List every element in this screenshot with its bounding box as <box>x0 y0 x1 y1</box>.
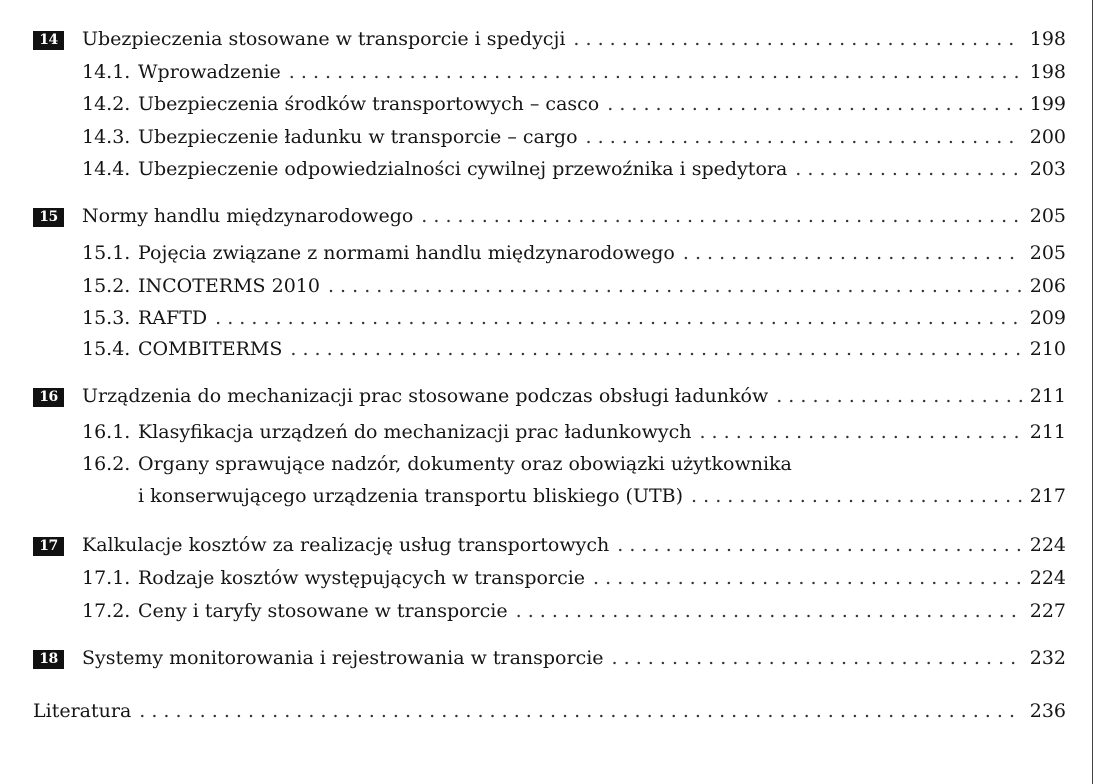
page-number: 211 <box>1029 385 1066 407</box>
entry-title: Kalkulacje kosztów za realizację usług transportowych <box>82 534 610 556</box>
entry-title: RAFTD <box>138 307 208 329</box>
dot-leader <box>683 242 1022 264</box>
toc-entry <box>0 307 1066 335</box>
page-number: 203 <box>1029 158 1066 180</box>
toc-chapter-entry <box>0 385 1066 413</box>
toc-entry <box>0 567 1066 595</box>
dot-leader <box>612 647 1022 669</box>
dot-leader <box>139 700 1021 722</box>
toc-entry <box>0 61 1066 89</box>
section-number: 14.3. <box>82 126 131 148</box>
dot-leader <box>215 307 1022 329</box>
toc-entry <box>0 242 1066 270</box>
dot-leader <box>516 600 1022 622</box>
section-number: 17.1. <box>82 567 131 589</box>
entry-title: Ubezpieczenia środków transportowych – casco <box>138 93 600 115</box>
entry-title: Ceny i taryfy stosowane w transporcie <box>138 600 508 622</box>
dot-leader <box>699 421 1021 443</box>
page-number: 224 <box>1029 567 1066 589</box>
page-number: 217 <box>1029 485 1066 507</box>
section-number: 16.2. <box>82 453 131 475</box>
page-number: 205 <box>1029 242 1066 264</box>
entry-title: COMBITERMS <box>138 338 283 360</box>
section-number: 14.4. <box>82 158 131 180</box>
section-number: 16.1. <box>82 421 131 443</box>
page-number: 211 <box>1029 421 1066 443</box>
toc-entry <box>0 338 1066 366</box>
entry-title: Ubezpieczenia stosowane w transporcie i spedycji <box>82 28 566 50</box>
dot-leader <box>776 385 1022 407</box>
entry-title: Systemy monitorowania i rejestrowania w transporcie <box>82 647 604 669</box>
page-number: 206 <box>1029 275 1066 297</box>
entry-title: INCOTERMS 2010 <box>138 275 320 297</box>
toc-entry <box>0 275 1066 303</box>
page-number: 209 <box>1029 307 1066 329</box>
section-number: 15.4. <box>82 338 131 360</box>
page-number: 227 <box>1029 600 1066 622</box>
toc-chapter-entry <box>0 205 1066 233</box>
toc-entry <box>0 600 1066 628</box>
chapter-number-badge: 18 <box>33 650 64 669</box>
toc-chapter-entry <box>0 647 1066 675</box>
toc-entry <box>0 700 1066 728</box>
entry-title: Urządzenia do mechanizacji prac stosowane podczas obsługi ładunków <box>82 385 769 407</box>
page-edge-line <box>1092 0 1093 784</box>
chapter-number-badge: 14 <box>33 31 64 50</box>
toc-entry <box>0 453 1066 481</box>
toc-entry <box>0 126 1066 154</box>
page-number: 198 <box>1029 28 1066 50</box>
toc-entry <box>0 485 1066 513</box>
dot-leader <box>421 205 1021 227</box>
entry-title: Rodzaje kosztów występujących w transporcie <box>138 567 586 589</box>
section-number: 15.2. <box>82 275 131 297</box>
dot-leader <box>289 61 1022 83</box>
page-number: 205 <box>1029 205 1066 227</box>
page-number: 199 <box>1029 93 1066 115</box>
dot-leader <box>328 275 1022 297</box>
section-number: 14.1. <box>82 61 131 83</box>
chapter-number-badge: 17 <box>33 537 64 556</box>
toc-entry <box>0 93 1066 121</box>
entry-title: Organy sprawujące nadzór, dokumenty oraz obowiązki użytkownika <box>138 453 792 475</box>
chapter-number-badge: 16 <box>33 388 64 407</box>
entry-title: Pojęcia związane z normami handlu międzynarodowego <box>138 242 675 264</box>
section-number: 14.2. <box>82 93 131 115</box>
dot-leader <box>607 93 1022 115</box>
dot-leader <box>290 338 1021 360</box>
page-number: 210 <box>1029 338 1066 360</box>
page-number: 232 <box>1029 647 1066 669</box>
section-number: 17.2. <box>82 600 131 622</box>
page-number: 198 <box>1029 61 1066 83</box>
dot-leader <box>617 534 1021 556</box>
dot-leader <box>573 28 1021 50</box>
toc-chapter-entry <box>0 28 1066 56</box>
page-number: 236 <box>1029 700 1066 722</box>
entry-title: Ubezpieczenie ładunku w transporcie – cargo <box>138 126 578 148</box>
toc-entry <box>0 421 1066 449</box>
dot-leader <box>795 158 1021 180</box>
toc-chapter-entry <box>0 534 1066 562</box>
entry-title: Normy handlu międzynarodowego <box>82 205 414 227</box>
entry-title: Ubezpieczenie odpowiedzialności cywilnej przewoźnika i spedytora <box>138 158 788 180</box>
page-number: 224 <box>1029 534 1066 556</box>
toc-entry <box>0 158 1066 186</box>
dot-leader <box>593 567 1022 589</box>
page-number: 200 <box>1029 126 1066 148</box>
dot-leader <box>586 126 1022 148</box>
dot-leader <box>691 485 1022 507</box>
section-number: 15.1. <box>82 242 131 264</box>
entry-title: Literatura <box>33 700 132 722</box>
entry-title: i konserwującego urządzenia transportu bliskiego (UTB) <box>138 485 684 507</box>
section-number: 15.3. <box>82 307 131 329</box>
entry-title: Klasyfikacja urządzeń do mechanizacji prac ładunkowych <box>138 421 692 443</box>
chapter-number-badge: 15 <box>33 208 64 227</box>
entry-title: Wprowadzenie <box>138 61 281 83</box>
